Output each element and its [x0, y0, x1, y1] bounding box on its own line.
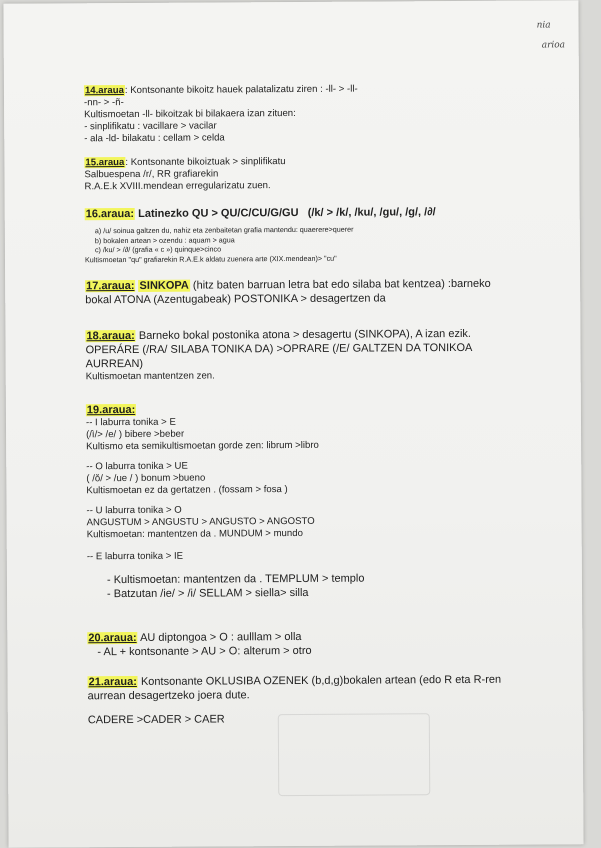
rule-heading: Latinezko QU > QU/C/CU/G/GU	[138, 206, 299, 220]
rule-text: bokal ATONA (Azentugabeak) POSTONIKA > desagertzen da	[85, 292, 386, 307]
rule-subheading: -- U laburra tonika > O	[86, 504, 182, 517]
bleed-through-mark	[278, 713, 430, 796]
rule-text: Kultismoetan "qu" grafiarekin R.A.E.k aldatu zuenera arte (XIX.mendean)> "cu"	[84, 253, 337, 265]
rule-text: OPERÁRE (/RA/ SILABA TONIKA DA) >OPRARE (/E/ GALTZEN DA TONIKOA	[85, 341, 473, 357]
rule-title: 15.araua	[85, 157, 125, 169]
margin-note: arioa	[541, 40, 566, 51]
rule-text: - ala -ld- bilakatu : cellam > celda	[84, 132, 225, 145]
rule-title: 20.araua:	[88, 631, 137, 645]
rule-text: Kontsonante bikoitz hauek palatalizatu ziren : -ll- > -ll-	[130, 83, 358, 96]
rule-15: 15.araua: Kontsonante bikoiztuak > sinplifikatu Salbuespena /r/, RR grafiarekin R.A.E.k XVIII.mendean erregularizatu zuen.	[84, 154, 544, 193]
rule-text: ANGUSTUM > ANGUSTU > ANGUSTO > ANGOSTO	[86, 515, 315, 529]
rule-subheading: -- E laburra tonika > IE	[86, 550, 184, 563]
rule-heading: SINKOPA	[139, 279, 189, 292]
rule-text: -nn- > -ñ-	[84, 97, 124, 109]
rule-title: 17.araua:	[86, 279, 135, 293]
rule-17	[85, 276, 545, 307]
margin-note: nia	[536, 20, 551, 31]
rule-19	[86, 400, 547, 601]
rule-text: Kontsonante bikoiztuak > sinplifikatu	[130, 156, 286, 168]
rule-title: 21.araua:	[88, 675, 137, 689]
rule-text: c) /ku/ > /∂/ (grafia « c ») quinque>cinco	[94, 244, 222, 255]
rule-18	[85, 326, 545, 383]
rule-text: CADERE >CADER > CAER	[87, 713, 225, 727]
document-page	[3, 0, 583, 847]
rule-text: Kultismoetan -ll- bikoitzak bi bilakaera izan zituen:	[84, 107, 296, 121]
rule-text: Kultismoetan: mantentzen da . MUNDUM > mundo	[86, 527, 303, 541]
rule-text: (hitz baten barruan letra bat edo silaba bat kentzea) :barneko	[192, 277, 491, 292]
rule-subheading: -- O laburra tonika > UE	[86, 460, 188, 473]
rule-text: a) /u/ soinua galtzen du, nahiz eta zenbaitetan grafia mantendu: quaerere>querer	[94, 224, 354, 236]
bullet-item: - Kultismoetan: mantentzen da . TEMPLUM > templo	[107, 570, 547, 587]
rule-subheading: -- I laburra tonika > E	[85, 416, 176, 429]
rule-title: 16.araua:	[85, 207, 135, 221]
rule-14: 14.araua: Kontsonante bikoitz hauek palatalizatu ziren : -ll- > -ll- -nn- > -ñ- Kultismoetan -ll- bikoitzak bi bilakaera izan zituen: - sinplifikatu : vacillare > vacilar - ala -ld- bilakatu : cellam > celda	[84, 82, 544, 145]
rule-16	[85, 204, 545, 264]
rule-text: - sinplifikatu : vacillare > vacilar	[84, 120, 217, 133]
rule-title: 19.araua:	[86, 403, 136, 417]
rule-title: 14.araua	[84, 85, 124, 97]
rule-text: (/ì/> /e/ ) bibere >beber	[86, 428, 185, 441]
rule-heading: (/k/ > /k/, /ku/, /gu/, /g/, /∂/	[307, 206, 436, 219]
rule-text: aurrean desagertzeko joera dute.	[87, 689, 250, 703]
rule-title: 18.araua:	[86, 329, 135, 343]
rule-text: Kultismoetan ez da gertatzen . (fossam > fosa )	[86, 484, 288, 497]
rule-text: R.A.E.k XVIII.mendean erregularizatu zuen.	[84, 180, 271, 193]
rule-20	[87, 628, 547, 659]
rule-text: AU diptongoa > O : aulllam > olla	[140, 630, 302, 644]
rule-text: Salbuespena /r/, RR grafiarekin	[84, 168, 219, 181]
bullet-item: - Batzutan /ie/ > /i/ SELLAM > siella> silla	[107, 584, 547, 601]
rule-text: Kultismo eta semikultismoetan gorde zen: librum >libro	[86, 439, 319, 453]
rule-text: Barneko bokal postonika atona > desagertu (SINKOPA), A izan ezik.	[138, 327, 472, 342]
rule-text: b) bokalen artean > ozendu : aquam > agua	[94, 234, 235, 245]
rule-text: AURREAN)	[85, 357, 144, 371]
rule-text: Kultismoetan mantentzen zen.	[85, 370, 215, 383]
rule-text: - AL + kontsonante > AU > O: alterum > otro	[97, 644, 312, 659]
document-body	[84, 82, 544, 727]
rule-text: ( /ŏ/ > /ue / ) bonum >bueno	[86, 472, 206, 485]
rule-text: Kontsonante OKLUSIBA OZENEK (b,d,g)bokalen artean (edo R eta R-ren	[140, 673, 502, 688]
